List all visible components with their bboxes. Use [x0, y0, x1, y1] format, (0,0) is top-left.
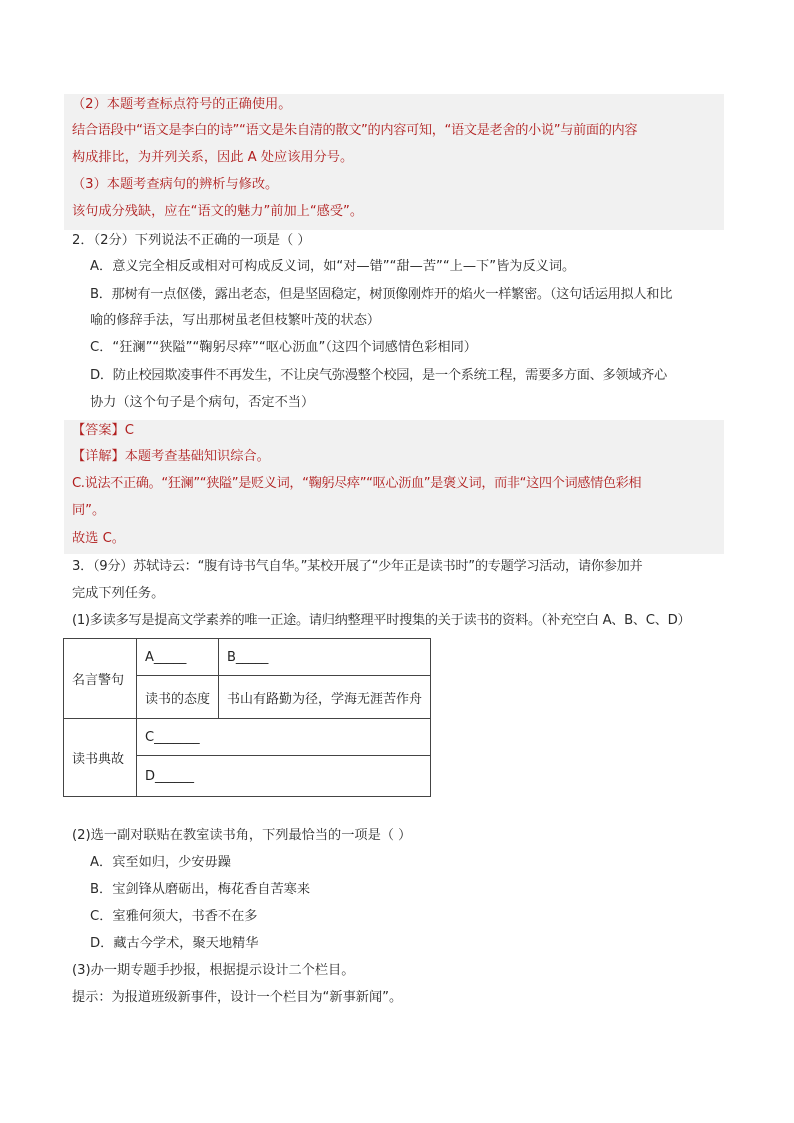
q3-option-b: B．宝剑锋从磨砺出，梅花香自苦寒来 — [90, 882, 311, 897]
q2-option-d-line1: D．防止校园欺凌事件不再发生，不让戾气弥漫整个校园，是一个系统工程，需要多方面、多领域齐心 — [90, 368, 667, 383]
cell-b: B_____ — [219, 639, 431, 676]
q3-option-a: A．宾至如归，少安毋躁 — [90, 855, 231, 870]
q2-stem: 2．（2分）下列说法不正确的一项是（ ） — [72, 233, 311, 248]
cell-attitude-text: 书山有路勤为径，学海无涯苦作舟 — [219, 676, 431, 719]
a2-line2: 同”。 — [72, 503, 106, 518]
q3-option-d: D．藏古今学术，聚天地精华 — [90, 936, 259, 951]
a1-p2-line1: 结合语段中“语文是李白的诗”“语文是朱自清的散文”的内容可知，“语文是老舍的小说”与前面的内容 — [72, 123, 638, 138]
a1-p2-title: （2）本题考查标点符号的正确使用。 — [72, 97, 292, 112]
q3-stem-line1: 3．（9分）苏轼诗云：“腹有诗书气自华。”某校开展了“少年正是读书时”的专题学习活动，请你参加并 — [72, 559, 643, 574]
a2-line1: C.说法不正确。“狂澜”“狭隘”是贬义词，“鞠躬尽瘁”“呕心沥血”是褒义词，而非“这四个词感情色彩相 — [72, 476, 642, 491]
a1-p3-title: （3）本题考查病句的辨析与修改。 — [72, 177, 279, 192]
q3-stem-line2: 完成下列任务。 — [72, 586, 165, 601]
a2-line3: 故选 C。 — [72, 531, 125, 546]
cell-c: C_______ — [137, 719, 431, 756]
row-label-stories: 读书典故 — [64, 719, 137, 797]
q2-option-b-line2: 喻的修辞手法，写出那树虽老但枝繁叶茂的状态） — [90, 313, 381, 328]
reading-table — [63, 638, 431, 797]
a2-detail: 【详解】本题考查基础知识综合。 — [72, 449, 270, 464]
q2-option-c: C．“狂澜”“狭隘”“鞠躬尽瘁”“呕心沥血”（这四个词感情色彩相同） — [90, 340, 477, 355]
cell-d: D______ — [137, 756, 431, 797]
a1-p3-line1: 该句成分残缺，应在“语文的魅力”前加上“感受”。 — [72, 204, 364, 219]
a2-answer: 【答案】C — [72, 423, 134, 438]
q3-sub2: (2)选一副对联贴在教室读书角，下列最恰当的一项是（ ） — [72, 828, 412, 843]
cell-a: A_____ — [137, 639, 219, 676]
cell-attitude-label: 读书的态度 — [137, 676, 219, 719]
q2-option-a: A．意义完全相反或相对可构成反义词，如“对—错”“甜—苦”“上—下”皆为反义词。 — [90, 259, 576, 274]
q3-hint: 提示：为报道班级新事件，设计一个栏目为“新事新闻”。 — [72, 990, 403, 1005]
q2-option-b-line1: B．那树有一点伛偻，露出老态，但是坚固稳定，树顶像刚炸开的焰火一样繁密。（这句话运用拟人和比 — [90, 287, 673, 302]
q3-option-c: C．室雅何须大，书香不在多 — [90, 909, 258, 924]
q2-option-d-line2: 协力（这个句子是个病句，否定不当） — [90, 395, 315, 410]
q3-sub1: (1)多读多写是提高文学素养的唯一正途。请归纳整理平时搜集的关于读书的资料。（补充空白 A、B、C、D） — [72, 613, 691, 628]
a1-p2-line2: 构成排比，为并列关系，因此 A 处应该用分号。 — [72, 150, 354, 165]
row-label-quotes: 名言警句 — [64, 639, 137, 719]
q3-sub3: (3)办一期专题手抄报，根据提示设计二个栏目。 — [72, 963, 355, 978]
